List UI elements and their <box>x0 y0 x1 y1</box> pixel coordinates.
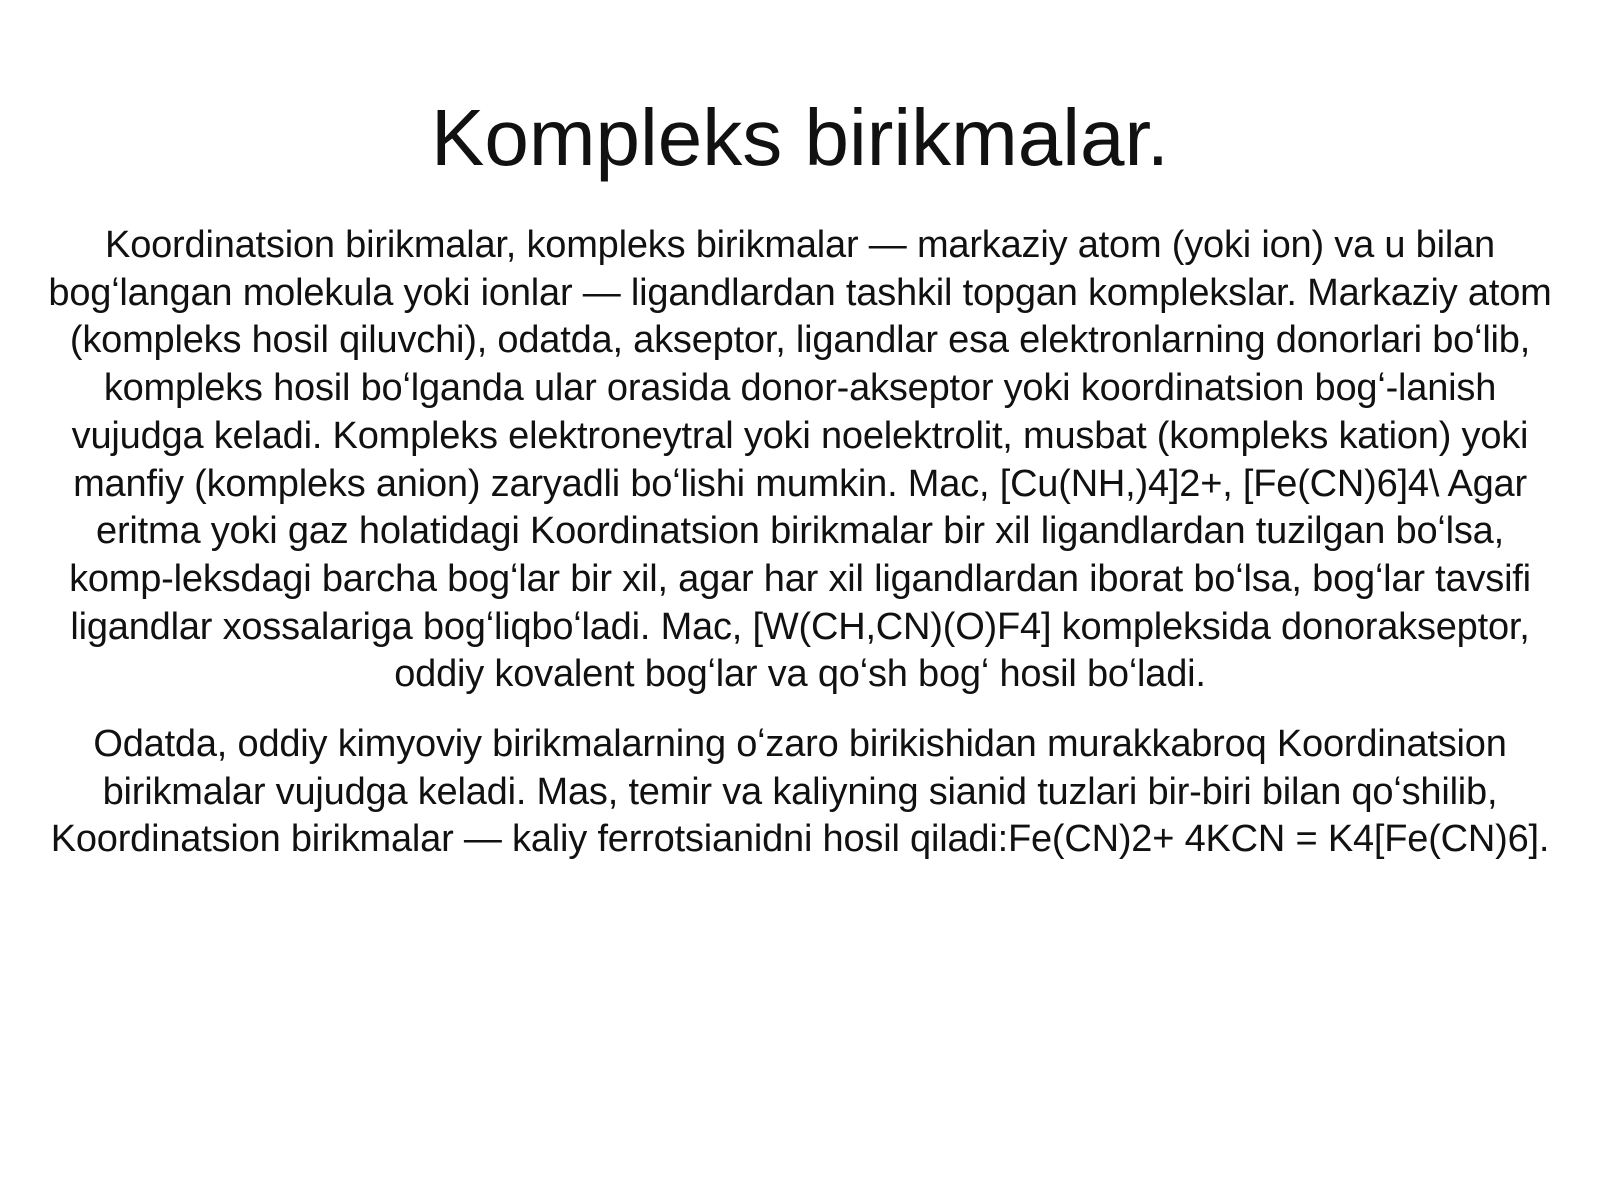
slide-body <box>48 222 1552 864</box>
paragraph-2: Odatda, oddiy kimyoviy birikmalarning oʻzaro birikishidan murakkabroq Koordinatsion birikmalar vujudga keladi. Mas, temir va kaliyning sianid tuzlari bir-biri bilan qoʻshilib, Koordinatsion birikmalar — kaliy ferrotsianidni hosil qiladi:Fe(CN)2+ 4KCN = K4[Fe(CN)6]. <box>50 723 1550 861</box>
slide-title: Kompleks birikmalar. <box>430 93 1169 182</box>
paragraph-1: Koordinatsion birikmalar, kompleks birikmalar — markaziy atom (yoki ion) va u bilan bogʻlangan molekula yoki ionlar — ligandlardan tashkil topgan komplekslar. Markaziy atom (kompleks hosil qiluvchi), odatda, akseptor, ligandlar esa elektronlarning donorlari boʻlib, kompleks hosil boʻlganda ular orasida donor-akseptor yoki koordinatsion bogʻ-lanish vujudga keladi. Kompleks elektroneytral yoki noelektrolit, musbat (kompleks kation) yoki manfiy (kompleks anion) zaryadli boʻlishi mumkin. Mac, [Cu(NH,)4]2+, [Fe(CN)6]4\ Agar eritma yoki gaz holatidagi Koordinatsion birikmalar bir xil ligandlardan tuzilgan boʻlsa, komp-leksdagi barcha bogʻlar bir xil, agar har xil ligandlardan iborat boʻlsa, bogʻlar tavsifi ligandlar xossalariga bogʻliqboʻladi. Mac, [W(CH,CN)(O)F4] kompleksida donorakseptor, oddiy kovalent bogʻlar va qoʻsh bogʻ hosil boʻladi. <box>48 224 1552 696</box>
